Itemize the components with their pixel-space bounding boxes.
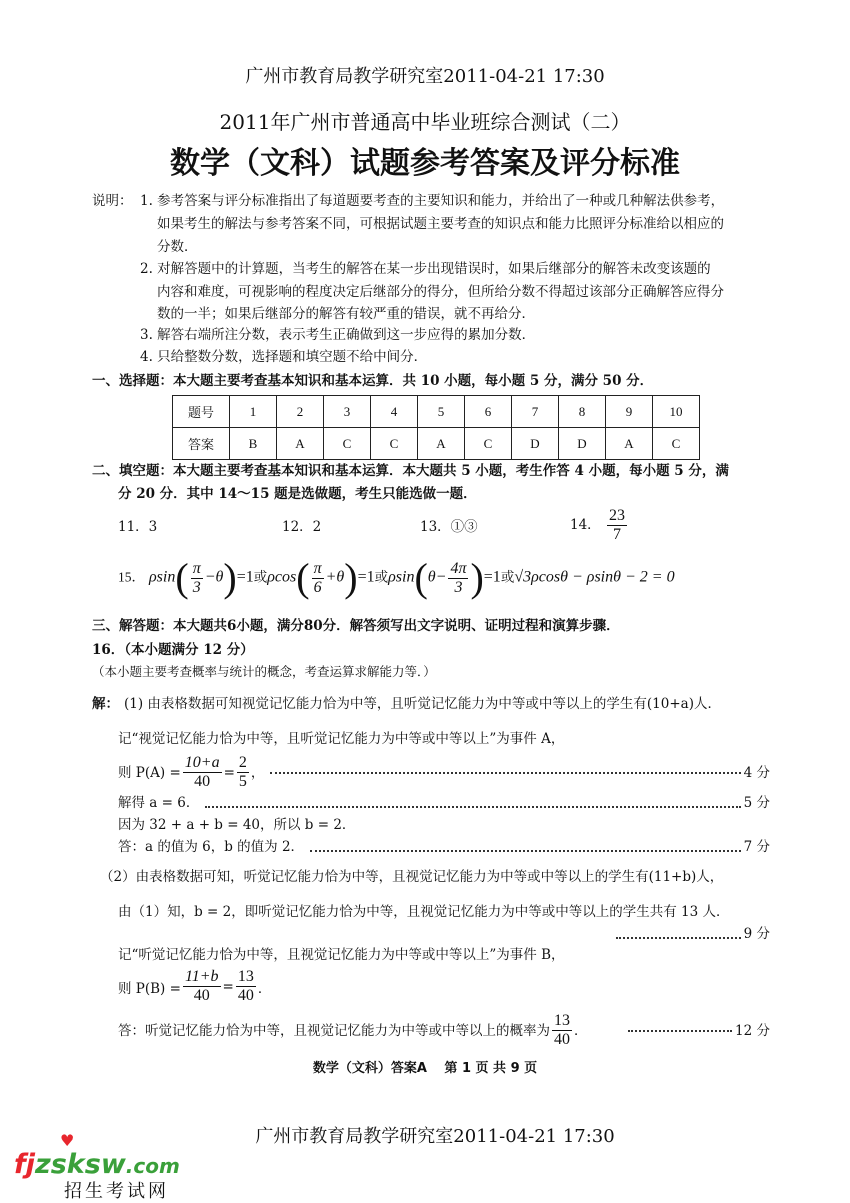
answer-cell: D [559, 428, 606, 460]
dot-leader [310, 850, 741, 852]
note-2-line: 数的一半；如果后继部分的解答有较严重的错误，就不再给分． [157, 306, 535, 322]
formula-part: 则 P(A) = [118, 764, 181, 781]
dot-leader [205, 806, 740, 808]
site-logo [14, 1132, 184, 1203]
answer-14-label: 14． [570, 517, 601, 533]
formula-part: −θ [204, 568, 224, 586]
section-1-heading: 一、选择题：本大题主要考查基本知识和基本运算．共 10 小题，每小题 5 分，满分 50 分． [92, 373, 654, 389]
fraction [552, 1012, 572, 1049]
table-row [173, 396, 700, 428]
solution-line: （2）由表格数据可知，听觉记忆能力恰为中等，且视觉记忆能力为中等或中等以上的学生有(11+b)人， [100, 869, 724, 885]
score: 5 分 [743, 795, 770, 811]
note-3: 3. 解答右端所注分数，表示考生正确做到这一步应得的累加分数． [140, 327, 536, 343]
question-number-cell: 6 [465, 396, 512, 428]
denominator: 40 [554, 1031, 570, 1048]
denominator: 3 [192, 578, 201, 596]
question-number-cell: 2 [277, 396, 324, 428]
fraction [607, 507, 627, 544]
solution-line: (1) 由表格数据可知视觉记忆能力恰为中等，且听觉记忆能力为中等或中等以上的学生有(10+a)人． [124, 696, 721, 712]
answer-15: 15． ρsin( $\frac{\pi}{3}$ −θ)=1或ρcos( $\frac{\pi}{6}$ +θ)=1或ρsin(θ− $\frac{4\pi}{3}$ )=1或√3ρcosθ − ρsinθ − 2 = 0 [118, 555, 675, 600]
denominator: 5 [238, 773, 247, 790]
solution-line-scored: 则 P(A) = $\frac{10+a}{40}$ = $\frac{2}{5}$ ， 4 分 [118, 754, 770, 790]
logo-tagline: 招生考试网 [64, 1181, 169, 1202]
solution-line: 因为 32 + a + b = 40，所以 b = 2． [118, 817, 356, 833]
section-2-heading: 二、填空题：本大题主要考查基本知识和基本运算．本大题共 5 小题，考生作答 4 小题，每小题 5 分，满 [92, 463, 729, 479]
row-label: 题号 [173, 396, 230, 428]
table-row [173, 428, 700, 460]
question-number-cell: 3 [324, 396, 371, 428]
answer-cell: C [653, 428, 700, 460]
answer-cell: C [465, 428, 512, 460]
solution-text: 答：听觉记忆能力恰为中等，且视觉记忆能力为中等或中等以上的概率为 [118, 1022, 550, 1039]
question-number-cell: 4 [371, 396, 418, 428]
numerator: 2 [238, 754, 247, 771]
page-title: 数学（文科）试题参考答案及评分标准 [170, 146, 680, 181]
denominator: 6 [313, 578, 322, 596]
note-1-line: 分数． [157, 239, 198, 255]
numerator: π [192, 559, 201, 577]
note-4: 4. 只给整数分数，选择题和填空题不给中间分． [140, 349, 428, 365]
denominator: 40 [193, 987, 210, 1004]
numerator: π [313, 559, 322, 577]
answer-14 [570, 507, 629, 544]
solution-line-scored [118, 1012, 770, 1049]
question-number-cell: 7 [512, 396, 559, 428]
answer-cell: C [371, 428, 418, 460]
fraction [191, 560, 203, 597]
formula-part: =1 [483, 568, 501, 586]
formula-part: ρsin [149, 568, 176, 586]
score: 4 分 [743, 764, 770, 781]
heart-icon: ♥ [60, 1131, 75, 1150]
dot-leader [616, 937, 741, 939]
answer-13: 13．①③ [420, 519, 478, 535]
logo-part: fj [14, 1149, 36, 1180]
question-16-title: 16．（本小题满分 12 分） [92, 642, 254, 658]
score: 12 分 [735, 1022, 770, 1039]
logo-part: zsksw [35, 1149, 126, 1180]
page-footer: 数学（文科）答案A 第 1 页 共 9 页 [312, 1061, 538, 1076]
answer-cell: D [512, 428, 559, 460]
solution-line-scored [118, 794, 770, 812]
answer-cell: C [324, 428, 371, 460]
solution-line: 由（1）知，b = 2，即听觉记忆能力恰为中等，且视觉记忆能力为中等或中等以上的学生共有 13 人． [118, 904, 730, 920]
score: 9 分 [743, 926, 770, 942]
logo-part: .com [125, 1154, 180, 1178]
solution-label: 解： [92, 696, 119, 712]
formula-part: =1 [236, 568, 254, 586]
question-number-cell: 1 [230, 396, 277, 428]
exam-subtitle: 2011年广州市普通高中毕业班综合测试（二） [219, 110, 631, 134]
solution-line: 记“视觉记忆能力恰为中等，且听觉记忆能力为中等或中等以上”为事件 A， [118, 731, 565, 747]
solution-line: 记“听觉记忆能力恰为中等，且视觉记忆能力为中等或中等以上”为事件 B， [118, 947, 565, 963]
fraction [236, 968, 256, 1005]
formula-part: 则 P(B) = [118, 980, 181, 997]
answer-cell: A [277, 428, 324, 460]
section-2-heading-cont: 分 20 分．其中 14～15 题是选做题，考生只能选做一题． [118, 486, 477, 502]
denominator: 7 [612, 526, 621, 543]
notes-label: 说明： [92, 193, 133, 209]
answer-15-label: 15． [118, 569, 145, 585]
or-text: 或 [253, 569, 268, 585]
answer-11: 11．3 [118, 519, 158, 535]
formula-part: ， [250, 764, 265, 781]
answer-12: 12．2 [282, 519, 322, 535]
logo-wordmark [14, 1150, 184, 1181]
denominator: 3 [454, 578, 463, 596]
solution-line: 则 P(B) = $\frac{11+b}{40}$ = $\frac{13}{40}$ ． [118, 968, 272, 1004]
answer-table [172, 395, 700, 460]
fraction [448, 560, 468, 597]
numerator: 10+a [184, 754, 220, 771]
formula-part: √3ρcosθ − ρsinθ − 2 = 0 [514, 568, 675, 586]
solution-line-scored [118, 838, 770, 856]
page-header: 广州市教育局教学研究室2011-04-21 17:30 [245, 66, 605, 87]
question-number-cell: 10 [653, 396, 700, 428]
numerator: 13 [237, 968, 254, 985]
formula-part: ρcos [267, 568, 297, 586]
formula-part: ． [574, 1022, 588, 1039]
dot-leader [628, 1030, 733, 1032]
denominator: 40 [237, 987, 254, 1004]
answer-cell: A [418, 428, 465, 460]
question-number-cell: 9 [606, 396, 653, 428]
fraction [312, 560, 324, 597]
question-number-cell: 8 [559, 396, 606, 428]
solution-text: 答：a 的值为 6，b 的值为 2． [118, 839, 305, 855]
note-1-line: 如果考生的解法与参考答案不同，可根据试题主要考查的知识点和能力比照评分标准给以相应的 [157, 216, 724, 232]
fraction [183, 968, 221, 1005]
note-1-line: 1. 参考答案与评分标准指出了每道题要考查的主要知识和能力，并给出了一种或几种解法供参考， [140, 193, 725, 209]
question-number-cell: 5 [418, 396, 465, 428]
numerator: 13 [554, 1012, 570, 1029]
numerator: 11+b [184, 968, 219, 985]
section-3-heading: 三、解答题：本大题共6小题，满分80分．解答须写出文字说明、证明过程和演算步骤． [92, 618, 620, 634]
formula-part: =1 [357, 568, 375, 586]
numerator: 23 [608, 507, 625, 524]
fraction [183, 754, 222, 791]
or-text: 或 [374, 569, 389, 585]
answer-cell: A [606, 428, 653, 460]
or-text: 或 [500, 569, 515, 585]
row-label: 答案 [173, 428, 230, 460]
note-2-line: 2. 对解答题中的计算题，当考生的解答在某一步出现错误时，如果后继部分的解答未改变该题的 [140, 261, 711, 277]
formula-part: +θ [325, 568, 345, 586]
solution-text: 解得 a = 6． [118, 795, 200, 811]
answer-cell: B [230, 428, 277, 460]
question-16-desc: （本小题主要考查概率与统计的概念，考查运算求解能力等．） [92, 664, 436, 679]
fraction [237, 754, 249, 791]
formula-part: ρsin [388, 568, 415, 586]
formula-part: θ− [427, 568, 447, 586]
denominator: 40 [194, 773, 211, 790]
numerator: 4π [450, 559, 467, 577]
note-2-line: 内容和难度，可视影响的程度决定后继部分的得分，但所给分数不得超过该部分正确解答应得分 [157, 284, 724, 300]
page-header-bottom: 广州市教育局教学研究室2011-04-21 17:30 [255, 1126, 615, 1147]
dot-leader [270, 772, 740, 774]
solution-score-line [610, 925, 770, 943]
score: 7 分 [743, 839, 770, 855]
formula-part: ． [257, 980, 272, 997]
